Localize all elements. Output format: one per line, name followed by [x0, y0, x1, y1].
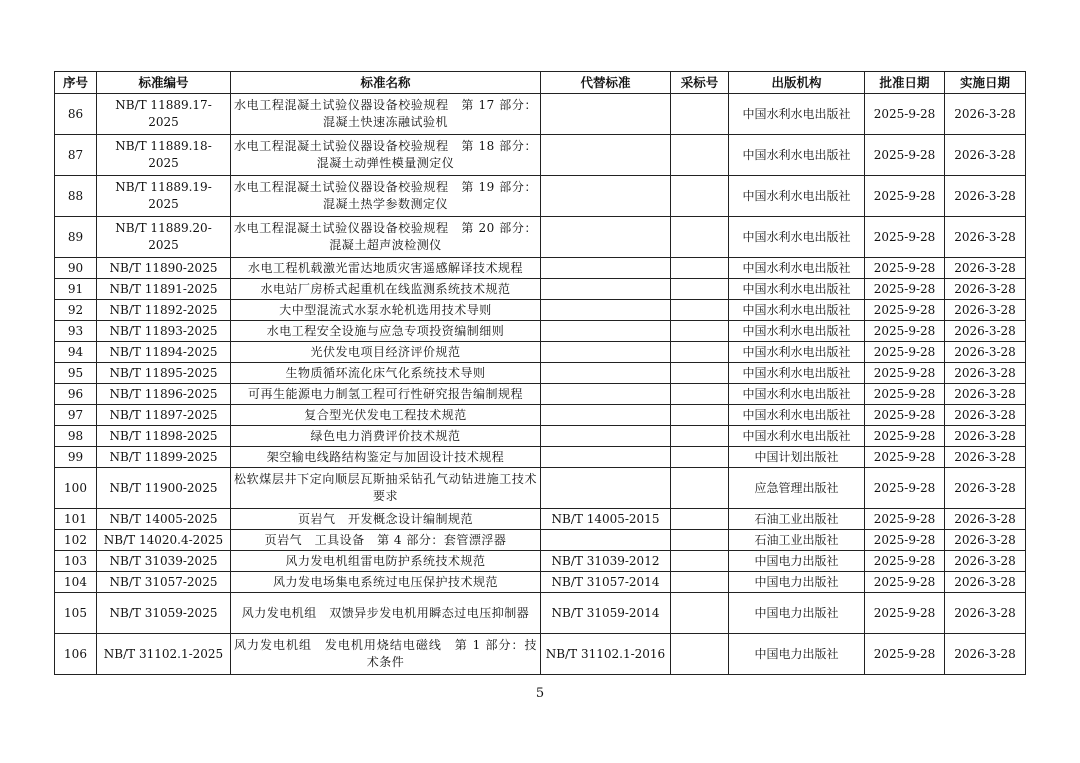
table-row — [55, 217, 1026, 258]
cell-serial: 91 — [55, 279, 97, 300]
cell-standard-name: 水电工程安全设施与应急专项投资编制细则 — [231, 321, 541, 342]
cell-approval-date: 2025-9-28 — [865, 176, 945, 217]
table-header-row — [55, 72, 1026, 94]
cell-publisher: 中国水利水电出版社 — [729, 321, 865, 342]
cell-implementation-date: 2026-3-28 — [945, 321, 1026, 342]
cell-implementation-date: 2026-3-28 — [945, 94, 1026, 135]
table-row — [55, 530, 1026, 551]
cell-replaced-standard: NB/T 31039-2012 — [541, 551, 671, 572]
cell-approval-date: 2025-9-28 — [865, 551, 945, 572]
cell-implementation-date: 2026-3-28 — [945, 447, 1026, 468]
cell-replaced-standard — [541, 300, 671, 321]
cell-adopted-number — [671, 530, 729, 551]
header-publisher: 出版机构 — [729, 72, 865, 94]
cell-adopted-number — [671, 258, 729, 279]
header-standard-name: 标准名称 — [231, 72, 541, 94]
cell-replaced-standard — [541, 384, 671, 405]
cell-replaced-standard — [541, 94, 671, 135]
cell-serial: 103 — [55, 551, 97, 572]
cell-implementation-date: 2026-3-28 — [945, 342, 1026, 363]
cell-serial: 97 — [55, 405, 97, 426]
cell-publisher: 中国水利水电出版社 — [729, 279, 865, 300]
cell-approval-date: 2025-9-28 — [865, 279, 945, 300]
cell-adopted-number — [671, 509, 729, 530]
cell-approval-date: 2025-9-28 — [865, 300, 945, 321]
cell-standard-code: NB/T 11889.19-2025 — [97, 176, 231, 217]
table-row — [55, 384, 1026, 405]
cell-implementation-date: 2026-3-28 — [945, 258, 1026, 279]
cell-publisher: 中国水利水电出版社 — [729, 258, 865, 279]
cell-publisher: 中国电力出版社 — [729, 634, 865, 675]
cell-standard-code: NB/T 31059-2025 — [97, 593, 231, 634]
cell-standard-code: NB/T 11891-2025 — [97, 279, 231, 300]
table-row — [55, 342, 1026, 363]
cell-publisher: 中国电力出版社 — [729, 572, 865, 593]
cell-serial: 106 — [55, 634, 97, 675]
standards-table — [54, 71, 1026, 675]
cell-standard-name: 水电工程混凝土试验仪器设备校验规程 第 20 部分：混凝土超声波检测仪 — [231, 217, 541, 258]
cell-approval-date: 2025-9-28 — [865, 217, 945, 258]
cell-serial: 99 — [55, 447, 97, 468]
cell-standard-name: 页岩气 开发概念设计编制规范 — [231, 509, 541, 530]
cell-serial: 104 — [55, 572, 97, 593]
cell-implementation-date: 2026-3-28 — [945, 279, 1026, 300]
cell-publisher: 石油工业出版社 — [729, 530, 865, 551]
cell-standard-code: NB/T 31039-2025 — [97, 551, 231, 572]
table-row — [55, 363, 1026, 384]
cell-adopted-number — [671, 447, 729, 468]
cell-standard-code: NB/T 11899-2025 — [97, 447, 231, 468]
cell-implementation-date: 2026-3-28 — [945, 530, 1026, 551]
table-row — [55, 468, 1026, 509]
cell-standard-name: 风力发电机组雷电防护系统技术规范 — [231, 551, 541, 572]
table-row — [55, 321, 1026, 342]
cell-standard-code: NB/T 11890-2025 — [97, 258, 231, 279]
table-row — [55, 135, 1026, 176]
cell-approval-date: 2025-9-28 — [865, 363, 945, 384]
cell-publisher: 中国水利水电出版社 — [729, 135, 865, 176]
cell-publisher: 中国水利水电出版社 — [729, 217, 865, 258]
cell-adopted-number — [671, 300, 729, 321]
cell-standard-name: 松软煤层井下定向顺层瓦斯抽采钻孔气动钻进施工技术要求 — [231, 468, 541, 509]
cell-standard-name: 架空输电线路结构鉴定与加固设计技术规程 — [231, 447, 541, 468]
cell-serial: 87 — [55, 135, 97, 176]
table-row — [55, 258, 1026, 279]
cell-adopted-number — [671, 135, 729, 176]
cell-replaced-standard — [541, 176, 671, 217]
cell-standard-code: NB/T 31057-2025 — [97, 572, 231, 593]
cell-implementation-date: 2026-3-28 — [945, 551, 1026, 572]
cell-adopted-number — [671, 468, 729, 509]
cell-adopted-number — [671, 342, 729, 363]
cell-approval-date: 2025-9-28 — [865, 405, 945, 426]
cell-standard-code: NB/T 11896-2025 — [97, 384, 231, 405]
cell-standard-code: NB/T 11889.18-2025 — [97, 135, 231, 176]
cell-adopted-number — [671, 176, 729, 217]
cell-standard-name: 生物质循环流化床气化系统技术导则 — [231, 363, 541, 384]
cell-approval-date: 2025-9-28 — [865, 468, 945, 509]
cell-adopted-number — [671, 405, 729, 426]
cell-approval-date: 2025-9-28 — [865, 342, 945, 363]
table-row — [55, 279, 1026, 300]
cell-serial: 90 — [55, 258, 97, 279]
page-number: 5 — [535, 686, 545, 701]
cell-approval-date: 2025-9-28 — [865, 593, 945, 634]
cell-implementation-date: 2026-3-28 — [945, 468, 1026, 509]
cell-replaced-standard — [541, 279, 671, 300]
table-row — [55, 405, 1026, 426]
cell-replaced-standard — [541, 135, 671, 176]
cell-publisher: 中国水利水电出版社 — [729, 176, 865, 217]
cell-standard-code: NB/T 11894-2025 — [97, 342, 231, 363]
cell-standard-code: NB/T 31102.1-2025 — [97, 634, 231, 675]
cell-publisher: 中国水利水电出版社 — [729, 342, 865, 363]
cell-approval-date: 2025-9-28 — [865, 321, 945, 342]
cell-adopted-number — [671, 426, 729, 447]
cell-publisher: 中国水利水电出版社 — [729, 300, 865, 321]
cell-standard-name: 水电工程混凝土试验仪器设备校验规程 第 18 部分：混凝土动弹性模量测定仪 — [231, 135, 541, 176]
cell-implementation-date: 2026-3-28 — [945, 384, 1026, 405]
cell-standard-name: 复合型光伏发电工程技术规范 — [231, 405, 541, 426]
cell-standard-name: 风力发电场集电系统过电压保护技术规范 — [231, 572, 541, 593]
table-body — [55, 94, 1026, 675]
cell-approval-date: 2025-9-28 — [865, 94, 945, 135]
cell-standard-name: 水电工程机载激光雷达地质灾害遥感解译技术规程 — [231, 258, 541, 279]
cell-serial: 105 — [55, 593, 97, 634]
table-row — [55, 634, 1026, 675]
cell-replaced-standard — [541, 426, 671, 447]
cell-serial: 100 — [55, 468, 97, 509]
cell-implementation-date: 2026-3-28 — [945, 176, 1026, 217]
cell-standard-name: 风力发电机组 发电机用烧结电磁线 第 1 部分：技术条件 — [231, 634, 541, 675]
cell-replaced-standard — [541, 447, 671, 468]
cell-adopted-number — [671, 593, 729, 634]
table-row — [55, 509, 1026, 530]
cell-serial: 102 — [55, 530, 97, 551]
cell-standard-name: 可再生能源电力制氢工程可行性研究报告编制规程 — [231, 384, 541, 405]
cell-standard-code: NB/T 11898-2025 — [97, 426, 231, 447]
cell-standard-name: 风力发电机组 双馈异步发电机用瞬态过电压抑制器 — [231, 593, 541, 634]
header-replaced-standard: 代替标准 — [541, 72, 671, 94]
cell-adopted-number — [671, 551, 729, 572]
table-row — [55, 94, 1026, 135]
cell-implementation-date: 2026-3-28 — [945, 572, 1026, 593]
cell-replaced-standard: NB/T 14005-2015 — [541, 509, 671, 530]
cell-approval-date: 2025-9-28 — [865, 530, 945, 551]
cell-standard-name: 大中型混流式水泵水轮机选用技术导则 — [231, 300, 541, 321]
cell-standard-code: NB/T 11889.20-2025 — [97, 217, 231, 258]
cell-implementation-date: 2026-3-28 — [945, 509, 1026, 530]
cell-adopted-number — [671, 321, 729, 342]
cell-standard-code: NB/T 14005-2025 — [97, 509, 231, 530]
cell-serial: 89 — [55, 217, 97, 258]
cell-adopted-number — [671, 279, 729, 300]
cell-publisher: 石油工业出版社 — [729, 509, 865, 530]
cell-implementation-date: 2026-3-28 — [945, 217, 1026, 258]
cell-publisher: 中国计划出版社 — [729, 447, 865, 468]
cell-serial: 101 — [55, 509, 97, 530]
cell-replaced-standard — [541, 530, 671, 551]
cell-publisher: 中国水利水电出版社 — [729, 405, 865, 426]
cell-adopted-number — [671, 634, 729, 675]
cell-adopted-number — [671, 217, 729, 258]
cell-implementation-date: 2026-3-28 — [945, 426, 1026, 447]
cell-serial: 92 — [55, 300, 97, 321]
cell-standard-code: NB/T 11892-2025 — [97, 300, 231, 321]
header-serial: 序号 — [55, 72, 97, 94]
cell-adopted-number — [671, 384, 729, 405]
cell-standard-name: 水电工程混凝土试验仪器设备校验规程 第 19 部分：混凝土热学参数测定仪 — [231, 176, 541, 217]
cell-standard-name: 光伏发电项目经济评价规范 — [231, 342, 541, 363]
cell-standard-code: NB/T 11900-2025 — [97, 468, 231, 509]
cell-replaced-standard — [541, 405, 671, 426]
cell-approval-date: 2025-9-28 — [865, 135, 945, 176]
cell-replaced-standard: NB/T 31057-2014 — [541, 572, 671, 593]
cell-implementation-date: 2026-3-28 — [945, 135, 1026, 176]
cell-adopted-number — [671, 94, 729, 135]
cell-approval-date: 2025-9-28 — [865, 634, 945, 675]
cell-approval-date: 2025-9-28 — [865, 509, 945, 530]
cell-standard-code: NB/T 11889.17-2025 — [97, 94, 231, 135]
cell-implementation-date: 2026-3-28 — [945, 634, 1026, 675]
cell-replaced-standard — [541, 258, 671, 279]
cell-standard-code: NB/T 14020.4-2025 — [97, 530, 231, 551]
cell-approval-date: 2025-9-28 — [865, 572, 945, 593]
standards-table-container — [54, 71, 1026, 675]
table-row — [55, 572, 1026, 593]
cell-adopted-number — [671, 572, 729, 593]
table-row — [55, 426, 1026, 447]
header-approval-date: 批准日期 — [865, 72, 945, 94]
cell-serial: 98 — [55, 426, 97, 447]
cell-publisher: 中国水利水电出版社 — [729, 426, 865, 447]
cell-standard-code: NB/T 11895-2025 — [97, 363, 231, 384]
cell-standard-code: NB/T 11893-2025 — [97, 321, 231, 342]
cell-replaced-standard: NB/T 31102.1-2016 — [541, 634, 671, 675]
cell-publisher: 中国电力出版社 — [729, 593, 865, 634]
cell-implementation-date: 2026-3-28 — [945, 593, 1026, 634]
cell-standard-name: 绿色电力消费评价技术规范 — [231, 426, 541, 447]
cell-replaced-standard — [541, 468, 671, 509]
cell-replaced-standard — [541, 363, 671, 384]
cell-standard-name: 水电工程混凝土试验仪器设备校验规程 第 17 部分：混凝土快速冻融试验机 — [231, 94, 541, 135]
cell-publisher: 中国水利水电出版社 — [729, 384, 865, 405]
header-adopted-number: 采标号 — [671, 72, 729, 94]
cell-implementation-date: 2026-3-28 — [945, 363, 1026, 384]
cell-publisher: 中国水利水电出版社 — [729, 363, 865, 384]
cell-replaced-standard — [541, 342, 671, 363]
cell-serial: 95 — [55, 363, 97, 384]
cell-implementation-date: 2026-3-28 — [945, 300, 1026, 321]
header-standard-code: 标准编号 — [97, 72, 231, 94]
cell-replaced-standard: NB/T 31059-2014 — [541, 593, 671, 634]
cell-publisher: 中国电力出版社 — [729, 551, 865, 572]
cell-replaced-standard — [541, 321, 671, 342]
cell-serial: 96 — [55, 384, 97, 405]
cell-publisher: 中国水利水电出版社 — [729, 94, 865, 135]
cell-serial: 94 — [55, 342, 97, 363]
cell-replaced-standard — [541, 217, 671, 258]
table-row — [55, 176, 1026, 217]
table-row — [55, 447, 1026, 468]
cell-standard-name: 页岩气 工具设备 第 4 部分：套管漂浮器 — [231, 530, 541, 551]
cell-standard-code: NB/T 11897-2025 — [97, 405, 231, 426]
cell-approval-date: 2025-9-28 — [865, 426, 945, 447]
header-implementation-date: 实施日期 — [945, 72, 1026, 94]
cell-serial: 86 — [55, 94, 97, 135]
cell-serial: 88 — [55, 176, 97, 217]
cell-implementation-date: 2026-3-28 — [945, 405, 1026, 426]
table-row — [55, 300, 1026, 321]
cell-publisher: 应急管理出版社 — [729, 468, 865, 509]
cell-approval-date: 2025-9-28 — [865, 258, 945, 279]
table-row — [55, 593, 1026, 634]
table-row — [55, 551, 1026, 572]
cell-adopted-number — [671, 363, 729, 384]
cell-approval-date: 2025-9-28 — [865, 447, 945, 468]
cell-standard-name: 水电站厂房桥式起重机在线监测系统技术规范 — [231, 279, 541, 300]
cell-serial: 93 — [55, 321, 97, 342]
cell-approval-date: 2025-9-28 — [865, 384, 945, 405]
